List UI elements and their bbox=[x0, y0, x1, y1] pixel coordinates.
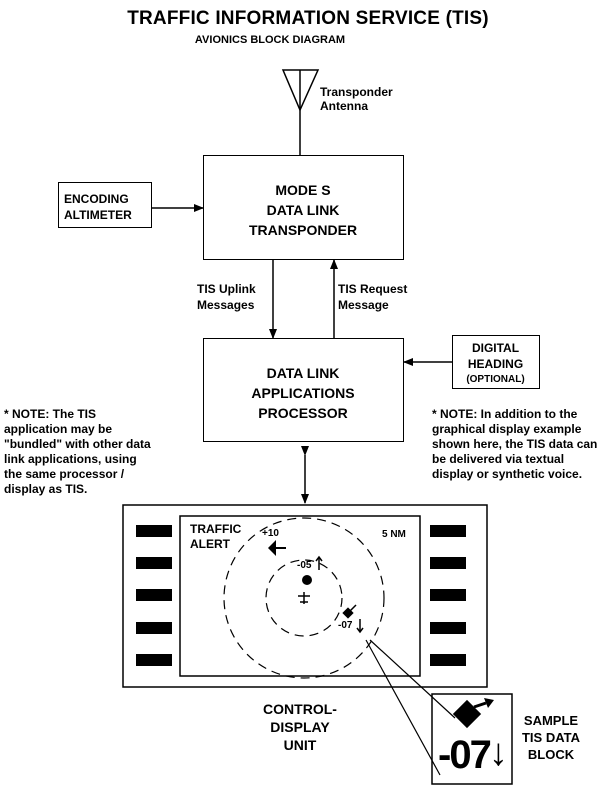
traffic-top-altitude: +10 bbox=[262, 528, 279, 539]
sample-block-label: SAMPLE TIS DATA BLOCK bbox=[521, 713, 580, 762]
antenna-label: Transponder Antenna bbox=[320, 85, 393, 113]
transponder-box: MODE S DATA LINK TRANSPONDER bbox=[203, 155, 404, 260]
sample-vertical-arrow-icon: ↓ bbox=[489, 732, 508, 774]
request-label: TIS Request Message bbox=[338, 282, 408, 312]
processor-box: DATA LINK APPLICATIONS PROCESSOR bbox=[203, 338, 404, 442]
heading-box: DIGITAL HEADING (OPTIONAL) bbox=[452, 335, 540, 389]
altimeter-box: ENCODING ALTIMETER bbox=[58, 182, 152, 228]
range-label: 5 NM bbox=[382, 529, 406, 540]
soft-keys-right bbox=[430, 525, 466, 666]
note-left: * NOTE: The TIS application may be "bundled" with other data link applications, using the same processor / display as TIS. bbox=[4, 407, 151, 496]
traffic-alert-label: TRAFFIC ALERT bbox=[190, 522, 242, 551]
diagram-title: TRAFFIC INFORMATION SERVICE (TIS) bbox=[127, 8, 489, 29]
callout-line-1 bbox=[366, 640, 440, 775]
callout-line-2 bbox=[370, 640, 455, 718]
diagram-subtitle: AVIONICS BLOCK DIAGRAM bbox=[194, 34, 346, 46]
traffic-right-altitude: -07 bbox=[338, 620, 353, 631]
traffic-top-icon bbox=[268, 540, 286, 556]
sample-target-icon bbox=[453, 698, 494, 728]
sample-altitude-value: -07 bbox=[438, 733, 490, 777]
traffic-mid-altitude: -05 bbox=[297, 560, 312, 571]
antenna-icon bbox=[283, 70, 318, 155]
soft-keys-left bbox=[136, 525, 172, 666]
own-aircraft-icon bbox=[298, 592, 310, 604]
uplink-label: TIS Uplink Messages bbox=[197, 282, 256, 312]
cdu-label: CONTROL- DISPLAY UNIT bbox=[263, 701, 337, 753]
note-right: * NOTE: In addition to the graphical display example shown here, the TIS data can be delivered via textual display or synthetic voice. bbox=[432, 407, 598, 481]
